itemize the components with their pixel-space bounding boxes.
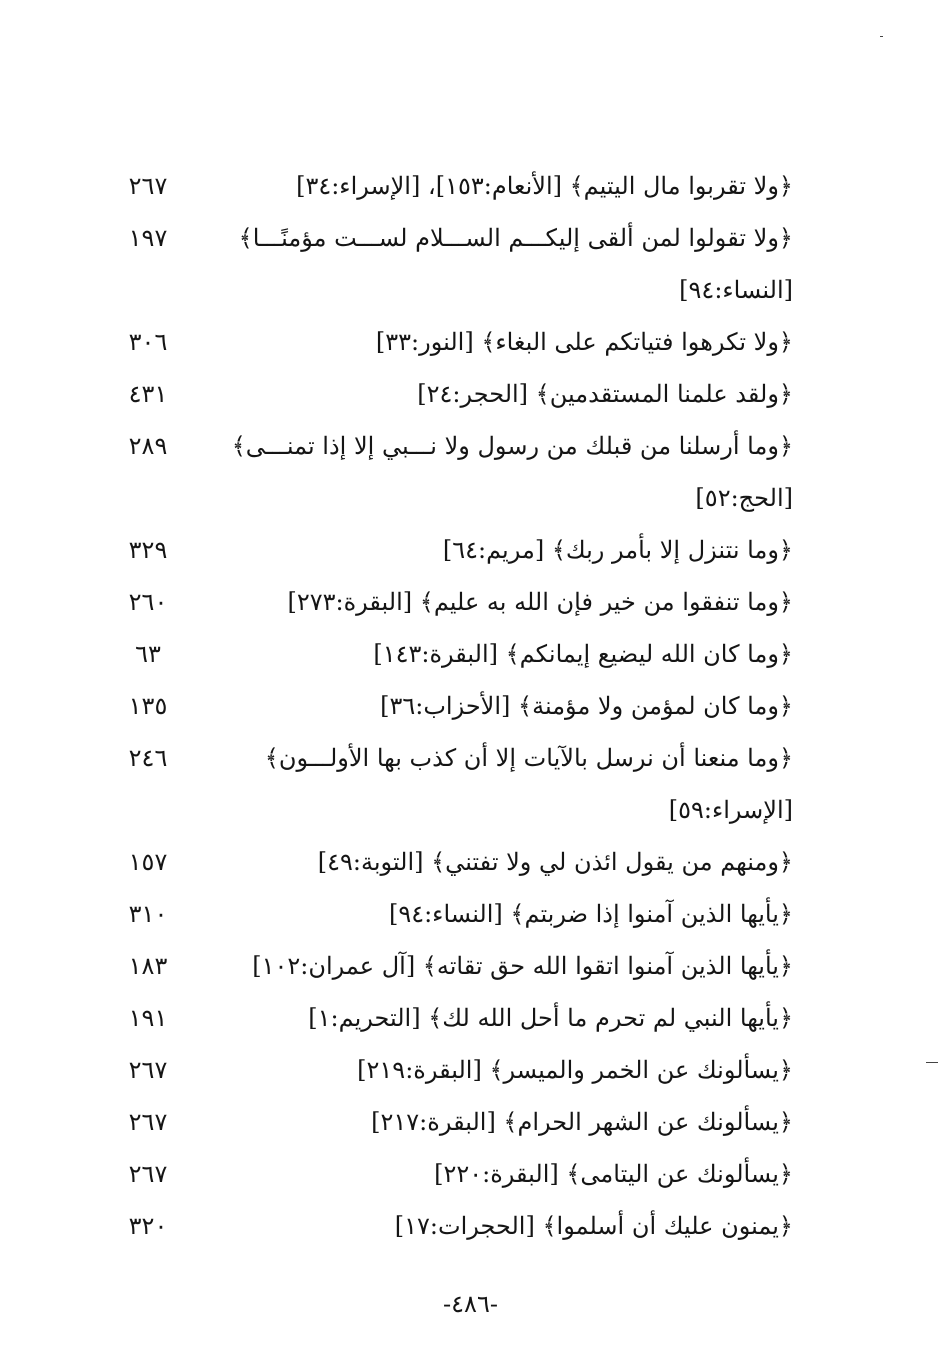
verse-text: ﴿وما منعنا أن نرسل بالآيات إلا أن كذب بها الأولـــون﴾ <box>264 744 793 772</box>
verse-text: ﴿يأيها الذين آمنوا اتقوا الله حق تقاته﴾ [آل عمران:١٠٢] <box>252 952 793 980</box>
page-ref: ١٩٧ <box>128 224 168 252</box>
page-ref: ١٩١ <box>128 1004 168 1032</box>
page-number: -٤٨٦- <box>443 1290 498 1318</box>
page-ref: ١٥٧ <box>128 848 168 876</box>
verse-text: ﴿يأيها الذين آمنوا إذا ضربتم﴾ [النساء:٩٤] <box>388 900 793 928</box>
page-ref: ٢٦٧ <box>128 1108 168 1136</box>
page-ref: ٢٦٧ <box>128 1056 168 1084</box>
page-ref: ١٣٥ <box>128 692 168 720</box>
verse-text: ﴿ولا تقولوا لمن ألقى إليكـــم الســـلام لســـت مؤمنًـــا﴾ <box>238 224 793 252</box>
verse-text: ﴿ولقد علمنا المستقدمين﴾ [الحجر:٢٤] <box>417 380 793 408</box>
margin-mark <box>926 1062 938 1063</box>
verse-citation: [الإسراء:٥٩] <box>668 796 793 824</box>
verse-citation: [النساء:٩٤] <box>679 276 793 304</box>
verse-text: ﴿يسألونك عن اليتامى﴾ [البقرة:٢٢٠] <box>434 1160 793 1188</box>
page-ref: ٢٨٩ <box>128 432 168 460</box>
verse-text: ﴿وما كان لمؤمن ولا مؤمنة﴾ [الأحزاب:٣٦] <box>380 692 793 720</box>
verse-text: ﴿يمنون عليك أن أسلموا﴾ [الحجرات:١٧] <box>394 1212 793 1240</box>
page-ref: ١٨٣ <box>128 952 168 980</box>
page-ref: ٢٦٧ <box>128 172 168 200</box>
page-ref: ٣٢٠ <box>128 1212 168 1240</box>
page-ref: ٦٣ <box>135 640 161 668</box>
verse-text: ﴿ولا تقربوا مال اليتيم﴾ [الأنعام:١٥٣]، [الإسراء:٣٤] <box>296 172 793 200</box>
page-ref: ٤٣١ <box>128 380 168 408</box>
verse-text: ﴿وما تنفقوا من خير فإن الله به عليم﴾ [البقرة:٢٧٣] <box>287 588 793 616</box>
verse-text: ﴿ولا تكرهوا فتياتكم على البغاء﴾ [النور:٣٣] <box>375 328 793 356</box>
verse-citation: [الحج:٥٢] <box>695 484 793 512</box>
verse-text: ﴿يسألونك عن الخمر والميسر﴾ [البقرة:٢١٩] <box>357 1056 793 1084</box>
page-ref: ٣٢٩ <box>128 536 168 564</box>
page-ref: ٢٦٧ <box>128 1160 168 1188</box>
verse-text: ﴿وما نتنزل إلا بأمر ربك﴾ [مريم:٦٤] <box>442 536 793 564</box>
verse-text: ﴿وما أرسلنا من قبلك من رسول ولا نـــبي إلا إذا تمنـــى﴾ <box>231 432 793 460</box>
margin-mark <box>880 36 883 37</box>
verse-text: ﴿يسألونك عن الشهر الحرام﴾ [البقرة:٢١٧] <box>371 1108 793 1136</box>
verse-text: ﴿وما كان الله ليضيع إيمانكم﴾ [البقرة:١٤٣] <box>373 640 793 668</box>
page-ref: ٢٤٦ <box>128 744 168 772</box>
verse-text: ﴿ومنهم من يقول ائذن لي ولا تفتني﴾ [التوبة:٤٩] <box>317 848 793 876</box>
page-ref: ٢٦٠ <box>128 588 168 616</box>
page-ref: ٣٠٦ <box>128 328 168 356</box>
verse-text: ﴿يأيها النبي لم تحرم ما أحل الله لك﴾ [التحريم:١] <box>308 1004 793 1032</box>
page-ref: ٣١٠ <box>128 900 168 928</box>
